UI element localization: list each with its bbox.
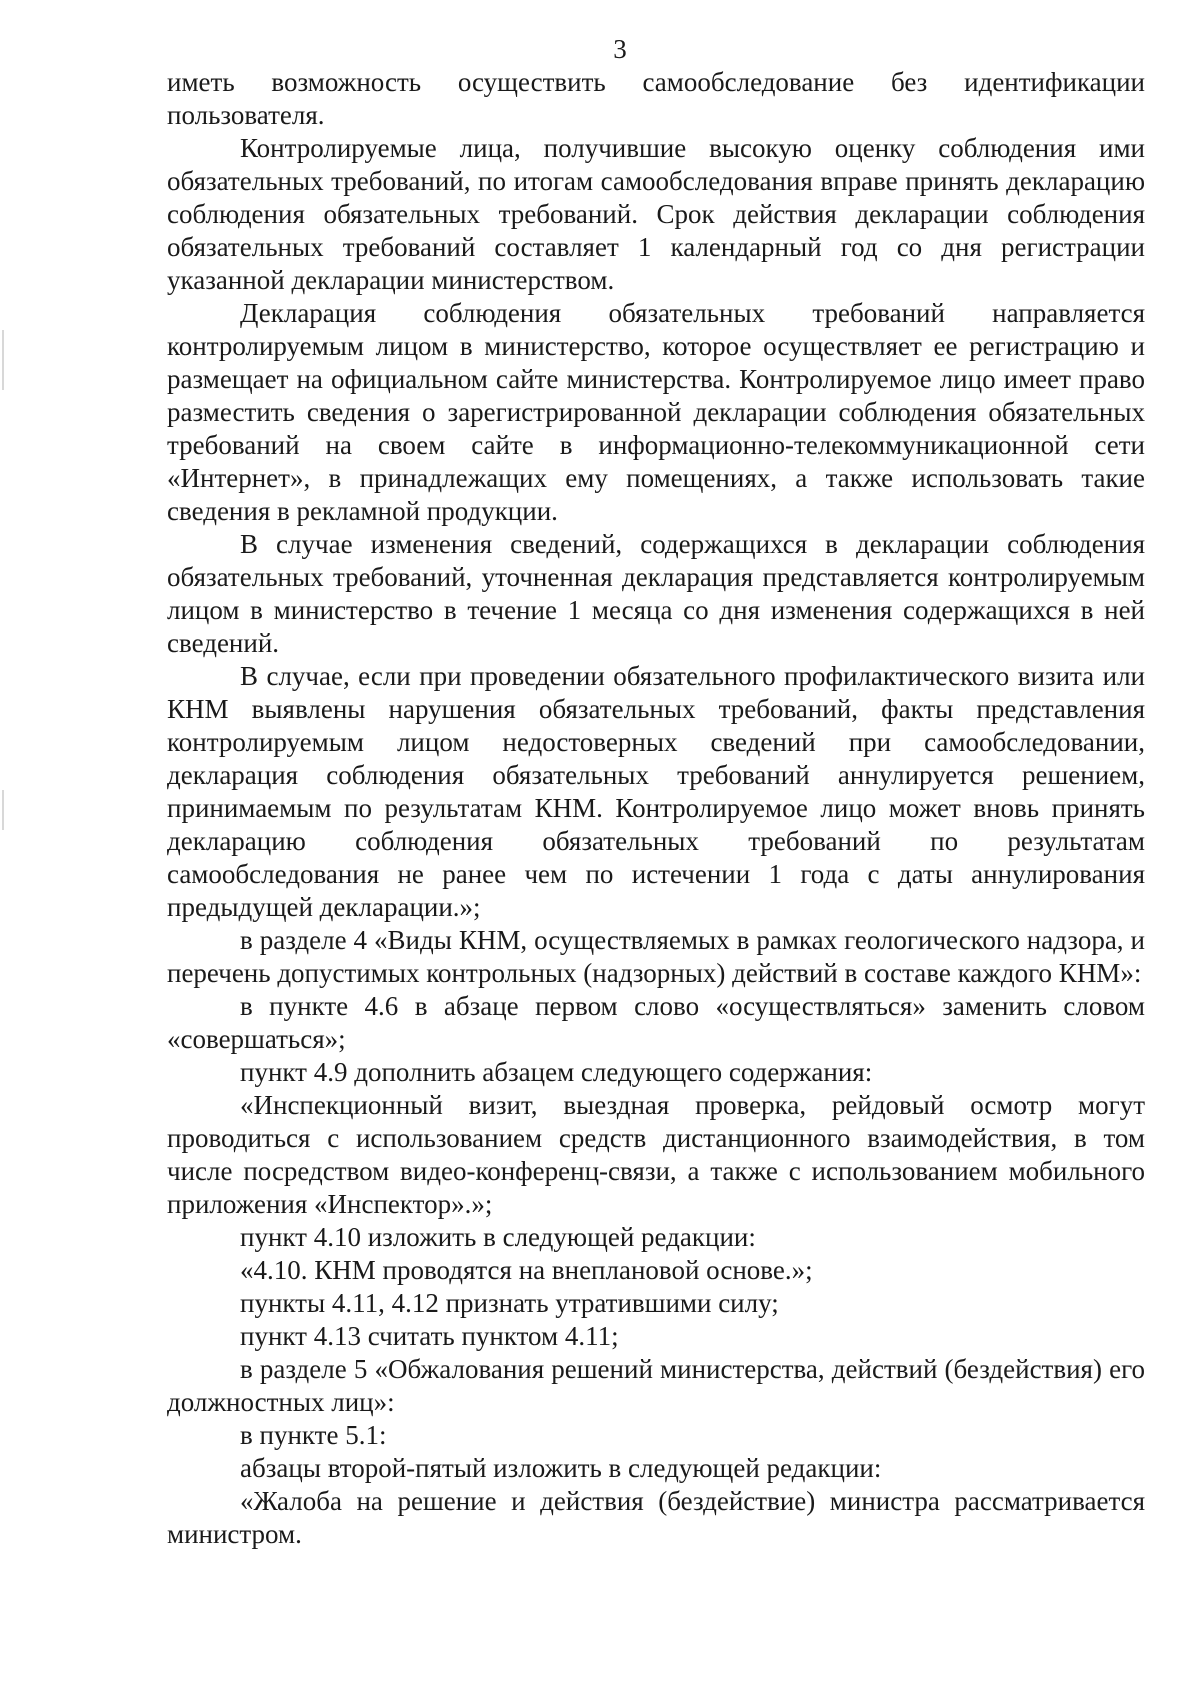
paragraph: пункт 4.10 изложить в следующей редакции: xyxy=(240,1222,756,1252)
paragraph: в разделе 5 «Обжалования решений министерства, действий (бездействия) его должностных лиц»: xyxy=(167,1354,1145,1417)
page-number: 3 xyxy=(613,34,627,64)
paragraph: пункт 4.9 дополнить абзацем следующего содержания: xyxy=(240,1057,873,1087)
paragraph: абзацы второй-пятый изложить в следующей редакции: xyxy=(240,1453,882,1483)
paragraph: Декларация соблюдения обязательных требований направляется контролируемым лицом в министерство, которое осуществляет ее регистрацию и размещает на официальном сайте министерства. Контролируемое лицо имеет право разместить сведения о зарегистрированной декларации соблюдения обязательных требований на своем сайте в информационно-телекоммуникационной сети «Интернет», в принадлежащих ему помещениях, а также использовать такие сведения в рекламной продукции. xyxy=(167,298,1145,526)
scan-edge-mark xyxy=(2,330,4,390)
document-body xyxy=(167,66,1145,1551)
paragraph: «4.10. КНМ проводятся на внеплановой основе.»; xyxy=(240,1255,813,1285)
paragraph: В случае изменения сведений, содержащихся в декларации соблюдения обязательных требований, уточненная декларация представляется контролируемым лицом в министерство в течение 1 месяца со дня изменения содержащихся в ней сведений. xyxy=(167,529,1145,658)
paragraph: в разделе 4 «Виды КНМ, осуществляемых в рамках геологического надзора, и перечень допустимых контрольных (надзорных) действий в составе каждого КНМ»: xyxy=(167,925,1145,988)
paragraph: пункт 4.13 считать пунктом 4.11; xyxy=(240,1321,619,1351)
paragraph: в пункте 4.6 в абзаце первом слово «осуществляться» заменить словом «совершаться»; xyxy=(167,991,1145,1054)
paragraph: иметь возможность осуществить самообследование без идентификации пользователя. xyxy=(167,67,1145,130)
paragraph: «Инспекционный визит, выездная проверка, рейдовый осмотр могут проводиться с использованием средств дистанционного взаимодействия, в том числе посредством видео-конференц-связи, а также с использованием мобильного приложения «Инспектор».»; xyxy=(167,1090,1145,1219)
paragraph: В случае, если при проведении обязательного профилактического визита или КНМ выявлены нарушения обязательных требований, факты представления контролируемым лицом недостоверных сведений при самообследовании, декларация соблюдения обязательных требований аннулируется решением, принимаемым по результатам КНМ. Контролируемое лицо может вновь принять декларацию соблюдения обязательных требований по результатам самообследования не ранее чем по истечении 1 года с даты аннулирования предыдущей декларации.»; xyxy=(167,661,1145,922)
paragraph: Контролируемые лица, получившие высокую оценку соблюдения ими обязательных требований, по итогам самообследования вправе принять декларацию соблюдения обязательных требований. Срок действия декларации соблюдения обязательных требований составляет 1 календарный год со дня регистрации указанной декларации министерством. xyxy=(167,133,1145,295)
paragraph: в пункте 5.1: xyxy=(240,1420,387,1450)
scan-edge-mark xyxy=(2,790,4,830)
paragraph: пункты 4.11, 4.12 признать утратившими силу; xyxy=(240,1288,779,1318)
paragraph: «Жалоба на решение и действия (бездействие) министра рассматривается министром. xyxy=(167,1486,1145,1549)
